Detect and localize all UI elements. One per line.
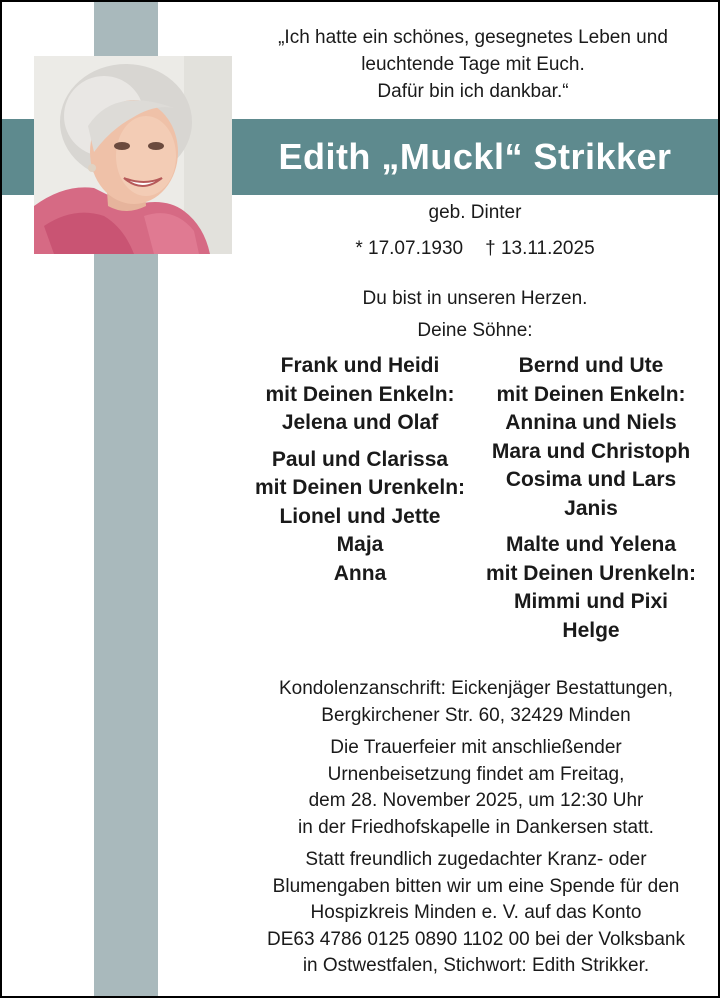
family-line: Mimmi und Pixi: [513, 590, 668, 613]
info-line: in Ostwestfalen, Stichwort: Edith Strikker.: [302, 955, 650, 976]
family-line: Frank und Heidi: [280, 354, 440, 377]
family-line: mit Deinen Urenkeln:: [254, 476, 466, 499]
info-line: dem 28. November 2025, um 12:30 Uhr: [308, 790, 644, 811]
family-line: mit Deinen Enkeln:: [496, 382, 686, 406]
info-line: Blumengaben bitten wir um eine Spende für den: [272, 875, 680, 897]
family-line: Malte und Yelena: [506, 533, 676, 556]
family-left-column: [240, 352, 480, 588]
family-line: Mara und Christoph: [491, 439, 691, 463]
family-right-column: [474, 352, 708, 645]
family-line: Jelena und Olaf: [281, 411, 439, 434]
portrait-photo: [34, 56, 232, 254]
info-line: Die Trauerfeier mit anschließender: [330, 737, 622, 758]
message-line: Du bist in unseren Herzen.: [362, 288, 588, 309]
family-line: mit Deinen Urenkeln:: [485, 561, 697, 585]
family-line: Anna: [333, 561, 387, 585]
info-line: in der Friedhofskapelle in Dankersen statt.: [298, 816, 654, 838]
family-line: Paul und Clarissa: [271, 447, 449, 471]
family-line: Helge: [562, 618, 620, 642]
life-dates: [232, 238, 718, 260]
donation-info: [248, 847, 704, 980]
sons-label: Deine Söhne:: [417, 320, 533, 341]
info-line: Bergkirchener Str. 60, 32429 Minden: [321, 704, 631, 726]
birth-date: * 17.07.1930: [355, 238, 464, 259]
birth-name: geb. Dinter: [428, 202, 522, 223]
family-line: Annina und Niels: [505, 411, 677, 434]
quote-line: leuchtende Tage mit Euch.: [361, 54, 585, 75]
info-line: Kondolenzanschrift: Eickenjäger Bestattungen,: [279, 678, 673, 699]
quote-line: Dafür bin ich dankbar.“: [377, 81, 569, 102]
family-line: Maja: [336, 533, 384, 556]
family-line: Cosima und Lars: [505, 468, 677, 491]
quote-line: „Ich hatte ein schönes, gesegnetes Leben und: [278, 27, 668, 48]
family-line: Lionel und Jette: [279, 504, 441, 528]
quote: [252, 24, 694, 105]
family-line: Janis: [564, 496, 618, 520]
death-date: † 13.11.2025: [485, 238, 595, 259]
family-line: mit Deinen Enkeln:: [265, 382, 455, 406]
family-line: Bernd und Ute: [518, 354, 664, 377]
info-line: Hospizkreis Minden e. V. auf das Konto: [310, 902, 642, 923]
info-line: DE63 4786 0125 0890 1102 00 bei der Volksbank: [267, 928, 685, 950]
ceremony-info: [248, 735, 704, 841]
info-line: Statt freundlich zugedachter Kranz- oder: [305, 849, 647, 870]
condolence-address: [248, 676, 704, 729]
deceased-name: Edith „Muckl“ Strikker: [278, 136, 672, 177]
info-line: Urnenbeisetzung findet am Freitag,: [327, 763, 625, 785]
